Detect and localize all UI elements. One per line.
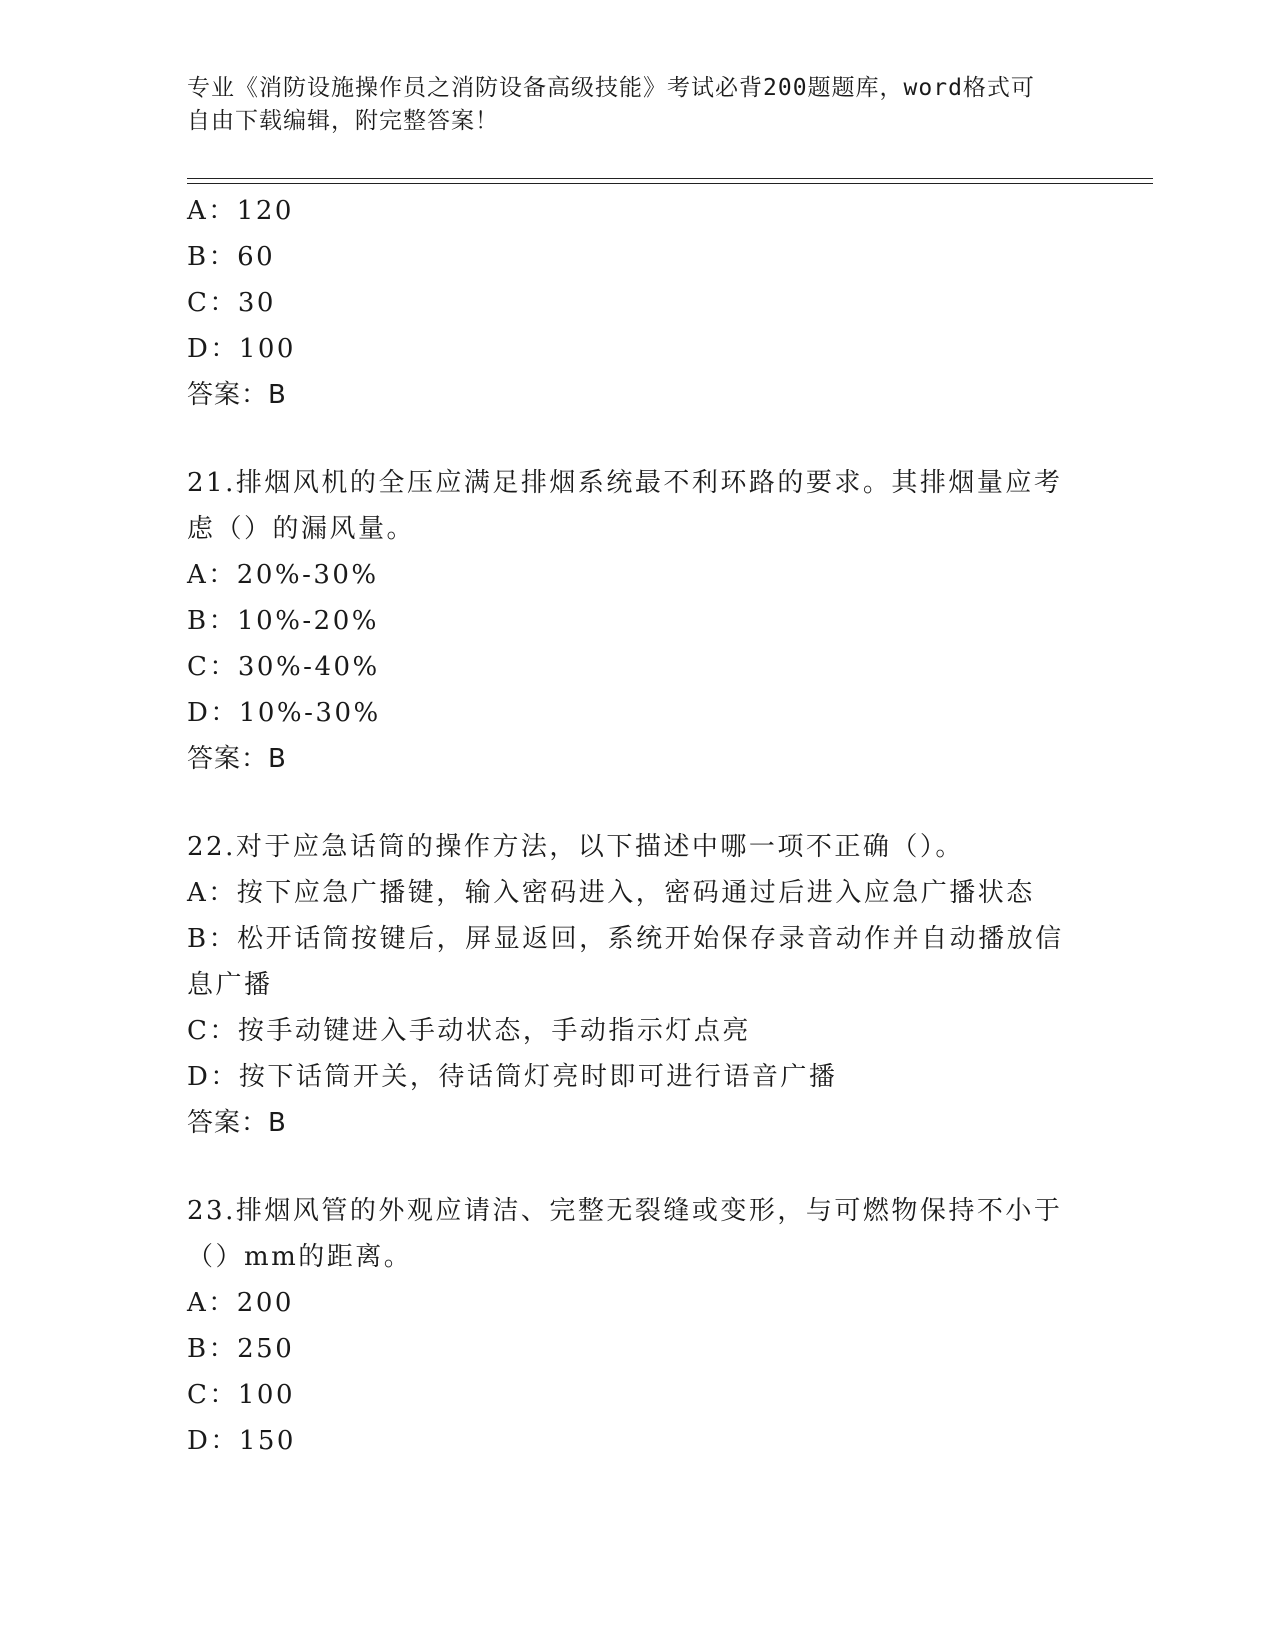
option-c: C：按手动键进入手动状态，手动指示灯点亮	[187, 1016, 751, 1046]
question-22-stem: 22.对于应急话筒的操作方法，以下描述中哪一项不正确（）。	[187, 832, 964, 862]
question-20-answer: 答案：B	[187, 380, 287, 410]
question-list	[187, 188, 1087, 1464]
option-d: D：10%-30%	[187, 698, 381, 728]
question-21-answer: 答案：B	[187, 744, 287, 774]
option-b-line-1: B：松开话筒按键后，屏显返回，系统开始保存录音动作并自动播放信	[187, 924, 1064, 954]
option-d: D：按下话筒开关，待话筒灯亮时即可进行语音广播	[187, 1062, 838, 1092]
option-b-line-2: 息广播	[187, 970, 273, 1000]
option-c: C：30	[187, 288, 276, 318]
option-a: A：120	[187, 196, 294, 226]
header-divider-top	[187, 178, 1153, 179]
document-header	[187, 72, 1067, 138]
option-d: D：100	[187, 334, 296, 364]
header-line-1: 专业《消防设施操作员之消防设备高级技能》考试必背200题题库，word格式可	[187, 75, 1035, 101]
question-22	[187, 824, 1087, 1100]
question-21-stem-line-2: 虑（）的漏风量。	[187, 514, 416, 544]
option-c: C：100	[187, 1380, 296, 1410]
option-a: A：20%-30%	[187, 560, 379, 590]
question-23-stem-line-2: （）mm的距离。	[187, 1242, 413, 1272]
question-21-stem-line-1: 21.排烟风机的全压应满足排烟系统最不利环路的要求。其排烟量应考	[187, 468, 1063, 498]
question-23	[187, 1188, 1087, 1464]
question-21	[187, 460, 1087, 736]
question-20-options	[187, 188, 1087, 372]
question-22-answer: 答案：B	[187, 1108, 287, 1138]
option-c: C：30%-40%	[187, 652, 380, 682]
option-a: A：按下应急广播键，输入密码进入，密码通过后进入应急广播状态	[187, 878, 1035, 908]
question-23-stem-line-1: 23.排烟风管的外观应请洁、完整无裂缝或变形，与可燃物保持不小于	[187, 1196, 1063, 1226]
option-a: A：200	[187, 1288, 294, 1318]
header-line-2: 自由下载编辑，附完整答案！	[187, 108, 499, 134]
option-b: B：250	[187, 1334, 295, 1364]
option-d: D：150	[187, 1426, 296, 1456]
option-b: B：60	[187, 242, 276, 272]
option-b: B：10%-20%	[187, 606, 379, 636]
header-divider-bottom	[187, 183, 1153, 184]
